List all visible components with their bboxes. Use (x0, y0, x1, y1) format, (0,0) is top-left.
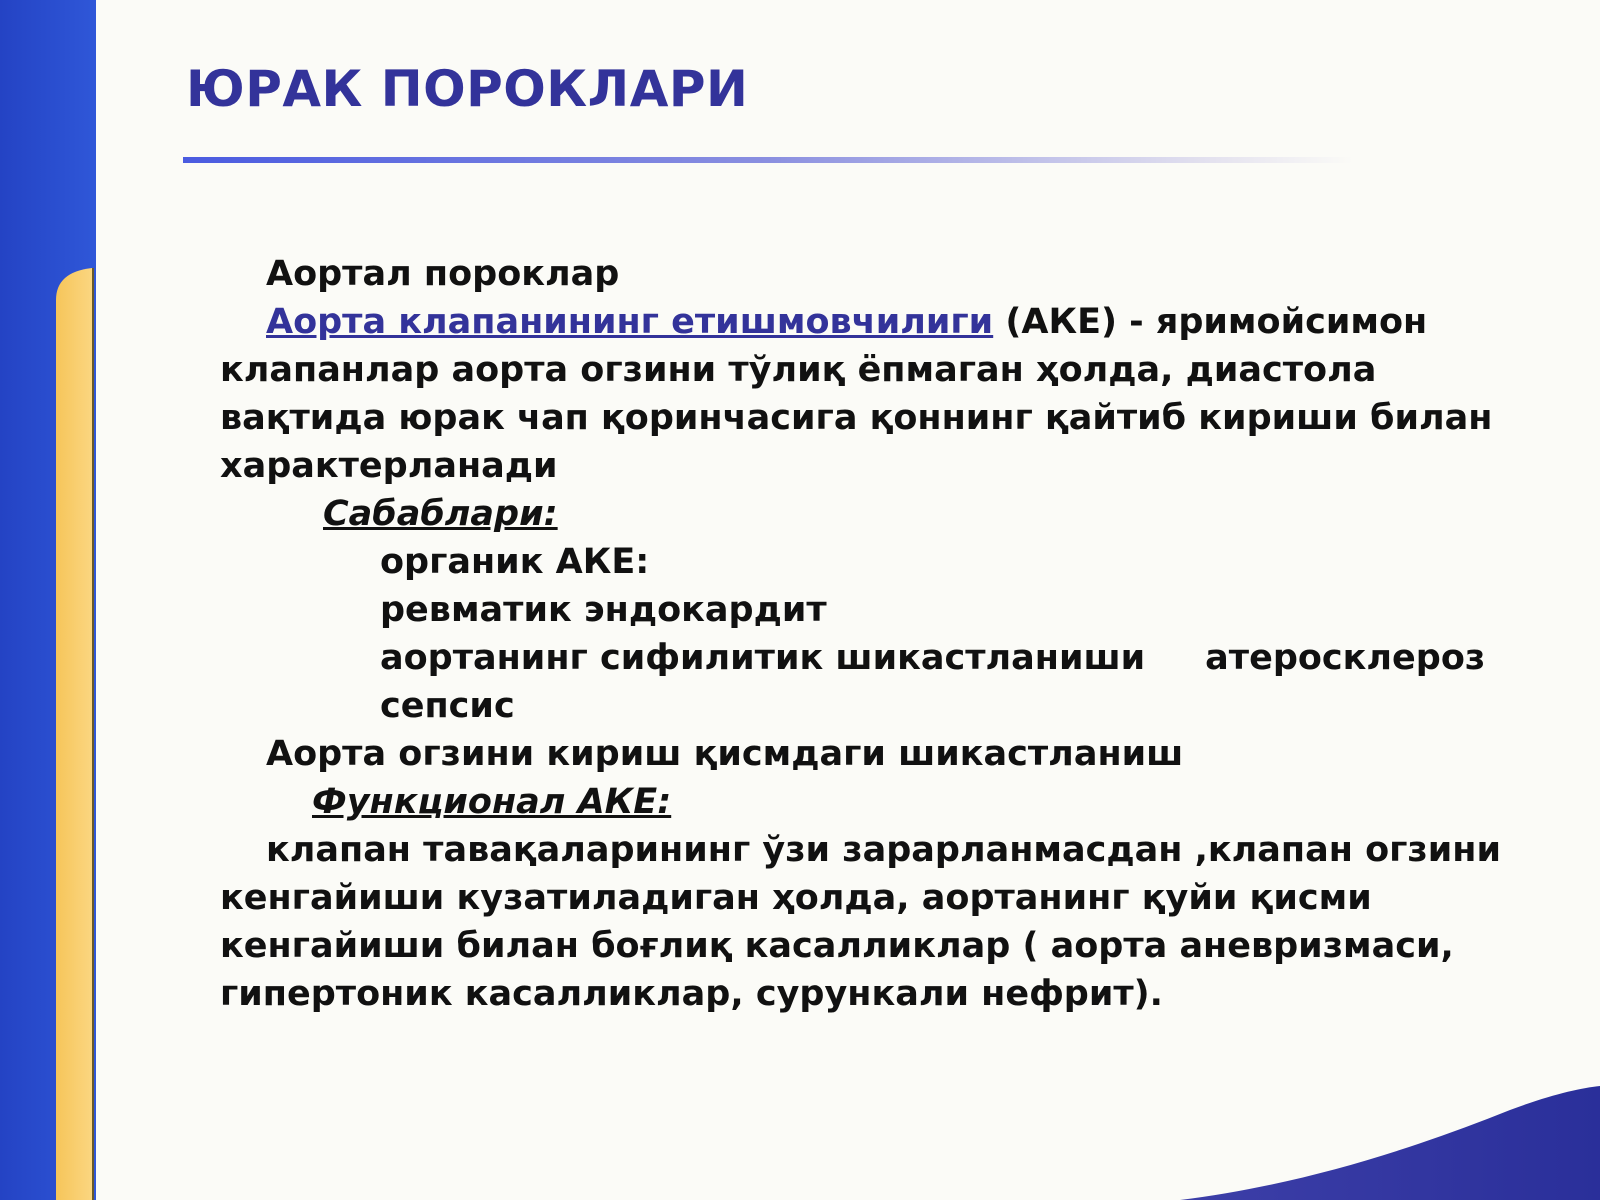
definition-line-3: вақтида юрак чап қоринчасига қоннинг қайтиб кириши билан (220, 398, 1493, 438)
entrance-damage: Аорта огзини кириш қисмдаги шикастланиш (266, 734, 1184, 774)
corner-wave-decoration (1180, 1080, 1600, 1200)
cause-syphilitic-row (220, 634, 1486, 682)
title-divider (183, 157, 1353, 163)
functional-line-2: кенгайиши кузатиладиган ҳолда, аортанинг қуйи қисми (220, 878, 1372, 918)
definition-tail: (АКЕ) - яримойсимон (993, 302, 1428, 342)
functional-line-1: клапан тавақаларининг ўзи зарарланмасдан ,клапан огзини (266, 830, 1501, 870)
functional-line-3: кенгайиши билан боғлиқ касалликлар ( аорта аневризмаси, (220, 926, 1454, 966)
definition-line-1 (220, 298, 1480, 346)
functional-heading-text: Функционал АКЕ: (312, 782, 672, 822)
cause-atherosclerosis: атеросклероз (1205, 638, 1486, 678)
causes-heading-text: Сабаблари: (323, 494, 558, 534)
functional-line-4: гипертоник касалликлар, сурункали нефрит). (220, 974, 1163, 1014)
term-link[interactable]: Аорта клапанининг етишмовчилиги (266, 302, 994, 342)
sidebar-decoration (0, 0, 100, 1200)
cause-sepsis: сепсис (380, 686, 515, 726)
causes-heading (220, 490, 1480, 538)
cause-organic: органик АКЕ: (380, 542, 650, 582)
slide-title: ЮРАК ПОРОКЛАРИ (186, 60, 749, 118)
definition-line-4: характерланади (220, 446, 558, 486)
cause-syphilitic: аортанинг сифилитик шикастланиши (380, 638, 1146, 678)
definition-line-2: клапанлар аорта огзини тўлиқ ёпмаган ҳолда, диастола (220, 350, 1377, 390)
functional-heading (220, 778, 1480, 826)
slide-body (220, 250, 1501, 1018)
section-heading: Аортал пороклар (266, 254, 620, 294)
cause-rheumatic: ревматик эндокардит (380, 590, 827, 630)
